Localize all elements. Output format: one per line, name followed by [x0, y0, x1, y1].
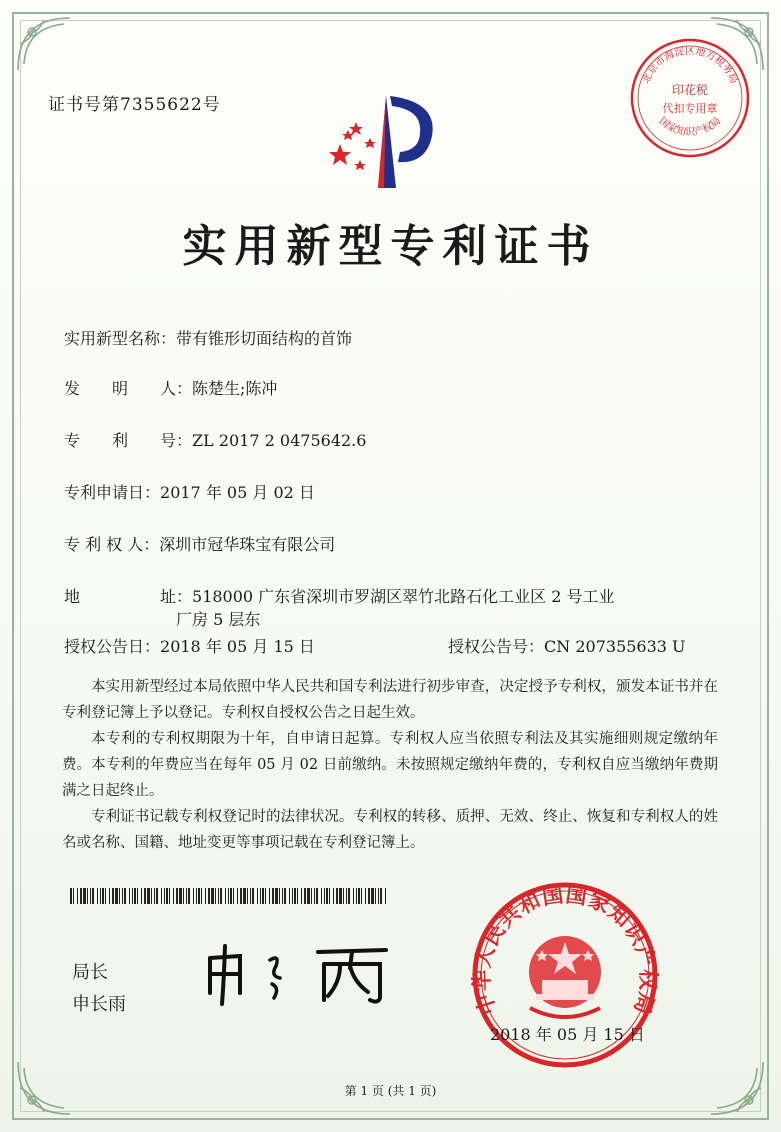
- barcode-bar: [257, 888, 258, 904]
- barcode-bar: [73, 888, 74, 904]
- barcode-bar: [358, 888, 360, 904]
- svg-text:国家知识产权局: 国家知识产权局: [656, 115, 724, 139]
- barcode-bar: [279, 888, 280, 904]
- barcode-bar: [100, 888, 101, 904]
- barcode-bar: [124, 888, 126, 904]
- barcode-bar: [134, 888, 136, 904]
- patent-office-logo-icon: [320, 92, 450, 192]
- svg-text:北京市海淀区地方税务局: 北京市海淀区地方税务局: [640, 46, 740, 86]
- barcode-bar: [348, 888, 350, 904]
- utility-model-name-row: [64, 326, 352, 349]
- barcode-bar: [179, 888, 182, 904]
- grant-date-row: [64, 634, 315, 657]
- paragraph: 专利证书记载专利权登记时的法律状况。专利权的转移、质押、无效、终止、恢复和专利权人的姓名或名称、国籍、地址变更等事项记载在专利登记簿上。: [62, 809, 718, 851]
- field-label: 专 利 号：: [64, 431, 193, 450]
- barcode-bar: [109, 888, 110, 904]
- svg-text:印花税: 印花税: [671, 83, 709, 97]
- seal-date: 2018 年 05 月 15 日: [490, 1025, 645, 1044]
- barcode-bar: [83, 888, 86, 904]
- barcode-bar: [173, 888, 174, 904]
- barcode-bar: [378, 888, 379, 904]
- barcode-bar: [324, 888, 325, 904]
- barcode-bar: [164, 888, 165, 904]
- filing-date-row: [64, 480, 315, 503]
- barcode-bar: [129, 888, 130, 904]
- barcode-bar: [282, 888, 283, 904]
- barcode-bar: [230, 888, 232, 904]
- barcode-bar: [275, 888, 278, 904]
- address-row: [64, 584, 615, 607]
- svg-text:中华人民共和国国家知识产权局: 中华人民共和国国家知识产权局: [470, 882, 660, 1019]
- barcode-bar: [97, 888, 98, 904]
- page-footer: 第 1 页 (共 1 页): [344, 1084, 437, 1098]
- barcode-bar: [260, 888, 261, 904]
- barcode-bar: [196, 888, 197, 904]
- barcode-bar: [343, 888, 344, 904]
- field-value: 带有锥形切面结构的首饰: [176, 329, 353, 348]
- barcode-bar: [205, 888, 206, 904]
- barcode-bar: [252, 888, 254, 904]
- barcode-bar: [90, 888, 91, 904]
- field-label: 专利申请日：: [64, 483, 161, 502]
- barcode-bar: [380, 888, 382, 904]
- barcode-bar: [314, 888, 315, 904]
- barcode-bar: [321, 888, 322, 904]
- barcode-bar: [294, 888, 296, 904]
- barcode-bar: [193, 888, 194, 904]
- field-value: 深圳市冠华珠宝有限公司: [159, 535, 336, 554]
- barcode-bar: [183, 888, 184, 904]
- field-value: CN 207355633 U: [544, 637, 686, 656]
- barcode-bar: [329, 888, 330, 904]
- barcode-bar: [77, 888, 78, 904]
- barcode-bar: [304, 888, 306, 904]
- barcode-bar: [80, 888, 82, 904]
- barcode-bar: [269, 888, 270, 904]
- barcode-bar: [220, 888, 222, 904]
- barcode-bar: [233, 888, 234, 904]
- barcode-bar: [156, 888, 158, 904]
- barcode-bar: [371, 888, 374, 904]
- barcode-bar: [208, 888, 210, 904]
- page-title: 实用新型专利证书: [182, 221, 599, 272]
- barcode-bar: [105, 888, 106, 904]
- barcode-bar: [147, 888, 150, 904]
- barcode-bar: [102, 888, 104, 904]
- field-label: 实用新型名称：: [64, 329, 177, 348]
- paragraph: 本专利的专利权期限为十年，自申请日起算。专利权人应当依照专利法及其实施细则规定缴纳年费。本专利的年费应当在每年 05 月 02 日前缴纳。未按照规定缴纳年费的，专利权自应当缴纳年费期满之日起终止。: [62, 731, 718, 799]
- barcode-bar: [161, 888, 162, 904]
- field-label: 地 址：: [64, 587, 193, 606]
- barcode-bar: [176, 888, 178, 904]
- patentee-row: [64, 532, 335, 555]
- barcode-bar: [169, 888, 170, 904]
- director-name: 申长雨: [72, 994, 126, 1015]
- field-value: 2018 年 05 月 15 日: [160, 637, 315, 656]
- barcode-bar: [284, 888, 286, 904]
- barcode-bar: [301, 888, 302, 904]
- field-value: 2017 年 05 月 02 日: [160, 483, 315, 502]
- inventor-row: [64, 376, 277, 399]
- barcode: [70, 888, 390, 904]
- barcode-bar: [353, 888, 354, 904]
- barcode-bar: [339, 888, 342, 904]
- barcode-bar: [237, 888, 238, 904]
- director-title: 局长: [72, 962, 108, 983]
- barcode-bar: [215, 888, 216, 904]
- barcode-bar: [198, 888, 200, 904]
- barcode-bar: [375, 888, 376, 904]
- barcode-bar: [218, 888, 219, 904]
- barcode-bar: [365, 888, 366, 904]
- barcode-bar: [333, 888, 334, 904]
- barcode-bar: [356, 888, 357, 904]
- barcode-bar: [311, 888, 312, 904]
- barcode-bar: [122, 888, 123, 904]
- barcode-bar: [154, 888, 155, 904]
- field-value: ZL 2017 2 0475642.6: [192, 431, 367, 450]
- barcode-bar: [151, 888, 152, 904]
- patent-number-row: [64, 428, 366, 451]
- barcode-bar: [112, 888, 114, 904]
- barcode-bar: [289, 888, 290, 904]
- barcode-bar: [188, 888, 190, 904]
- barcode-bar: [87, 888, 88, 904]
- stamp-tax-seal: [628, 36, 752, 160]
- barcode-bar: [336, 888, 338, 904]
- barcode-bar: [137, 888, 138, 904]
- barcode-bar: [243, 888, 246, 904]
- field-label: 专 利 权 人：: [64, 535, 160, 554]
- certificate-number: 证书号第7355622号: [48, 95, 221, 115]
- handwritten-signature: [200, 938, 400, 1008]
- barcode-bar: [141, 888, 142, 904]
- barcode-bar: [240, 888, 242, 904]
- barcode-bar: [307, 888, 310, 904]
- corner-ornament: [14, 14, 74, 74]
- grant-number-row: [448, 634, 686, 657]
- field-label: 授权公告号：: [448, 637, 545, 656]
- barcode-bar: [368, 888, 370, 904]
- field-label: 发 明 人：: [64, 379, 193, 398]
- svg-text:代扣专用章: 代扣专用章: [662, 102, 718, 115]
- field-label: 授权公告日：: [64, 637, 161, 656]
- barcode-bar: [385, 888, 386, 904]
- barcode-bar: [144, 888, 146, 904]
- legal-text: [62, 674, 718, 856]
- barcode-bar: [262, 888, 264, 904]
- barcode-bar: [119, 888, 120, 904]
- barcode-bar: [272, 888, 274, 904]
- field-value: 陈楚生;陈冲: [192, 379, 278, 398]
- barcode-bar: [70, 888, 72, 904]
- barcode-bar: [211, 888, 214, 904]
- barcode-bar: [326, 888, 328, 904]
- address-line2: 厂房 5 层东: [176, 610, 261, 629]
- field-value: 518000 广东省深圳市罗湖区翠竹北路石化工业区 2 号工业: [192, 587, 615, 606]
- barcode-bar: [316, 888, 318, 904]
- barcode-bar: [265, 888, 266, 904]
- barcode-bar: [115, 888, 118, 904]
- barcode-bar: [132, 888, 133, 904]
- barcode-bar: [247, 888, 248, 904]
- barcode-bar: [292, 888, 293, 904]
- barcode-bar: [92, 888, 94, 904]
- barcode-bar: [186, 888, 187, 904]
- barcode-bar: [361, 888, 362, 904]
- barcode-bar: [346, 888, 347, 904]
- paragraph: 本实用新型经过本局依照中华人民共和国专利法进行初步审查，决定授予专利权，颁发本证书并在专利登记簿上予以登记。专利权自授权公告之日起生效。: [62, 679, 718, 721]
- barcode-bar: [297, 888, 298, 904]
- barcode-bar: [201, 888, 202, 904]
- barcode-bar: [166, 888, 168, 904]
- barcode-bar: [250, 888, 251, 904]
- barcode-bar: [225, 888, 226, 904]
- barcode-bar: [228, 888, 229, 904]
